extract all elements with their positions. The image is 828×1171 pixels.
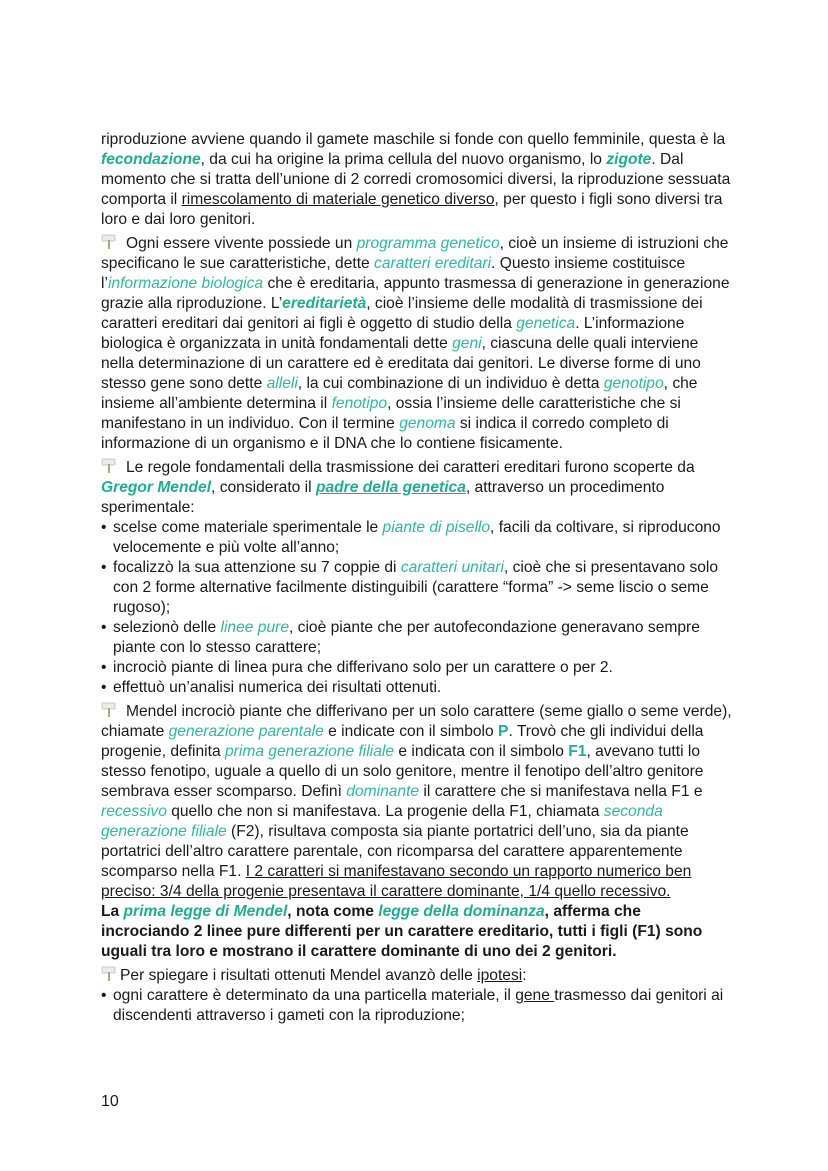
- paragraph-incrocio: Mendel incrociò piante che differivano per un solo carattere (seme giallo o seme verde), chiamate generazione parentale e indicate con il simbolo P. Trovò che gli individui della progenie, definita prima generazione filiale e indicata con il simbolo F1, avevano tutti lo stesso fenotipo, uguale a quello di un solo genitore, mentre il fenotipo dell’altro genitore sembrava esser scomparso. Definì dominante il carattere che si manifestava nella F1 e recessivo quello che non si manifestava. La progenie della F1, chiamata seconda generazione filiale (F2), risultava composta sia piante portatrici dell’uno, sia da piante portatrici dell’altro carattere parentale, con ricomparsa del carattere apparentemente scomparso nella F1. I 2 caratteri si manifestavano secondo un rapporto numerico ben preciso: 3/4 della progenie presentava il carattere dominante, 1/4 quello recessivo.: [101, 703, 732, 900]
- list-item: • scelse come materiale sperimentale le piante di pisello, facili da coltivare, si riproducono velocemente e più volte all’anno;: [101, 518, 733, 558]
- list-item: • focalizzò la sua attenzione su 7 coppie di caratteri unitari, cioè che si presentavano solo con 2 forme alternative facilmente distinguibili (carattere “forma” -> seme liscio o seme rugoso);: [101, 558, 733, 618]
- term-padre-genetica: padre della genetica: [315, 479, 466, 496]
- pushpin-icon: [101, 458, 118, 474]
- term-zigote: zigote: [606, 151, 652, 168]
- paragraph-ipotesi: Per spiegare i risultati ottenuti Mendel avanzò delle ipotesi:: [101, 966, 733, 986]
- page-number: 10: [101, 1093, 119, 1110]
- underlined-rapporto: I 2 caratteri si manifestavano secondo un rapporto numerico ben preciso: 3/4 della progenie presentava il carattere dominante, 1/4 quello recessivo.: [101, 863, 692, 900]
- list-item: • effettuò un’analisi numerica dei risultati ottenuti.: [101, 678, 733, 698]
- paragraph-mendel-intro: Le regole fondamentali della trasmissione dei caratteri ereditari furono scoperte da Gregor Mendel, considerato il padre della genetica, attraverso un procedimento sperimentale:: [101, 459, 695, 516]
- paragraph-fecondazione: riproduzione avviene quando il gamete maschile si fonde con quello femminile, questa è la fecondazione, da cui ha origine la prima cellula del nuovo organismo, lo zigote. Dal momento che si tratta dell’unione di 2 corredi cromosomici diversi, la riproduzione sessuata comporta il rimescolamento di materiale genetico diverso, per questo i figli sono diversi tra loro e dai loro genitori.: [101, 131, 731, 228]
- underlined-rimescolamento: rimescolamento di materiale genetico diverso: [181, 191, 495, 208]
- term-fecondazione: fecondazione: [101, 151, 201, 168]
- pushpin-icon: [101, 702, 118, 718]
- paragraph-prima-legge: La prima legge di Mendel, nota come legge della dominanza, afferma che incrociando 2 linee pure differenti per un carattere ereditario, tutti i figli (F1) sono uguali tra loro e mostrano il carattere dominante di uno dei 2 genitori.: [101, 903, 703, 960]
- pushpin-icon: [101, 966, 118, 982]
- pushpin-icon: [101, 234, 118, 250]
- list-item: • ogni carattere è determinato da una particella materiale, il gene trasmesso dai genitori ai discendenti attraverso i gameti con la riproduzione;: [101, 986, 733, 1026]
- paragraph-programma-genetico: Ogni essere vivente possiede un programma genetico, cioè un insieme di istruzioni che specificano le sue caratteristiche, dette caratteri ereditari. Questo insieme costituisce l’informazione biologica che è ereditaria, appunto trasmessa di generazione in generazione grazie alla riproduzione. L’ereditarietà, cioè l’insieme delle modalità di trasmissione dei caratteri ereditari dai genitori ai figli è oggetto di studio della genetica. L’informazione biologica è organizzata in unità fondamentali dette geni, ciascuna delle quali interviene nella determinazione di un carattere ed è ereditata dai genitori. Le diverse forme di uno stesso gene sono dette alleli, la cui combinazione di un individuo è detta genotipo, che insieme all’ambiente determina il fenotipo, ossia l’insieme delle caratteristiche che si manifestano in un individuo. Con il termine genoma si indica il corredo completo di informazione di un organismo e il DNA che lo contiene fisicamente.: [101, 235, 730, 452]
- term-gregor-mendel: Gregor Mendel: [101, 479, 212, 496]
- procedure-list: [101, 518, 733, 698]
- list-item: • selezionò delle linee pure, cioè piante che per autofecondazione generavano sempre piante con lo stesso carattere;: [101, 618, 733, 658]
- page-content: [101, 130, 733, 1026]
- list-item: • incrociò piante di linea pura che differivano solo per un carattere o per 2.: [101, 658, 733, 678]
- hypothesis-list: [101, 986, 733, 1026]
